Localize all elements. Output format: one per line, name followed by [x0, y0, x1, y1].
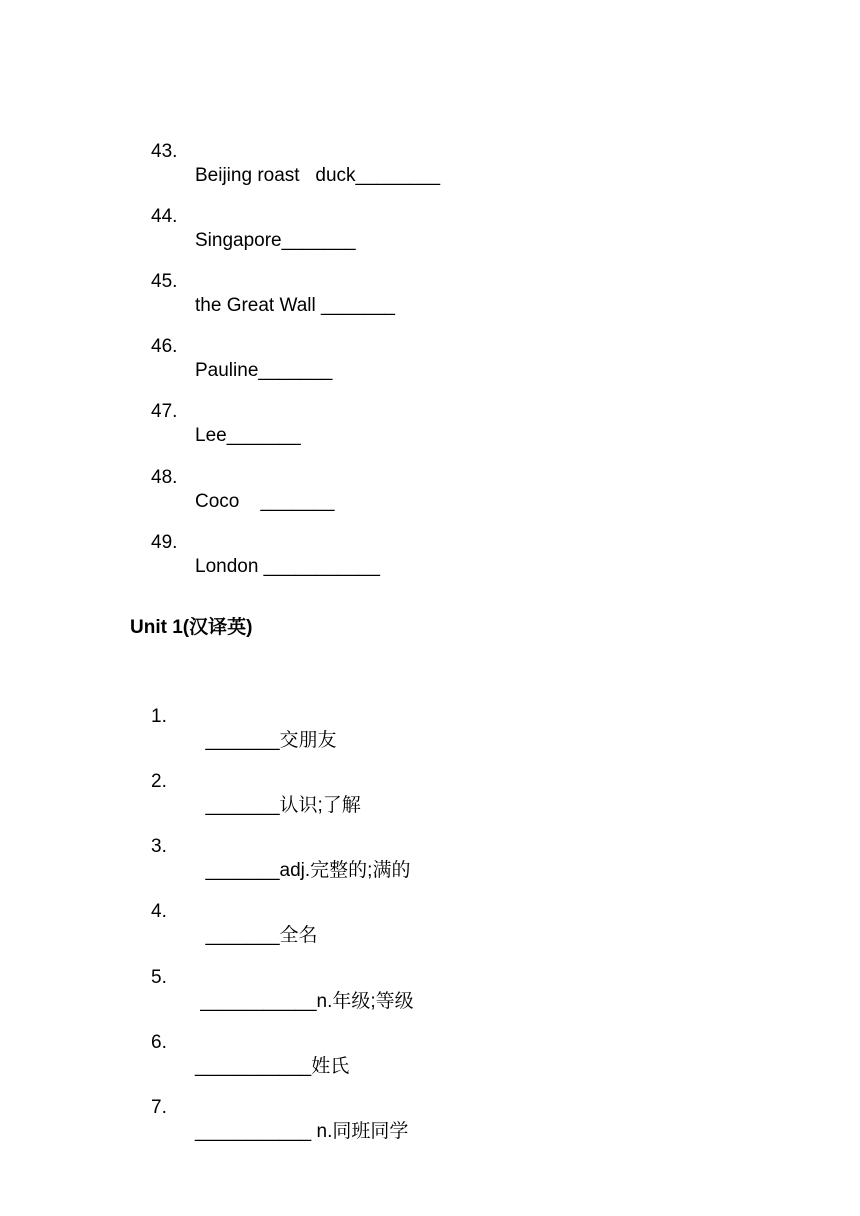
list-item — [0, 507, 380, 603]
item-number: 5. — [151, 967, 167, 988]
item-text: Beijing roast duck________ — [195, 165, 441, 186]
item-text: Pauline_______ — [195, 360, 333, 381]
item-number: 46. — [151, 336, 178, 357]
item-number: 43. — [151, 141, 178, 162]
list-item — [0, 1072, 409, 1168]
item-text: _______认识;了解 — [195, 795, 361, 816]
item-text: Lee_______ — [195, 425, 301, 446]
item-number: 6. — [151, 1032, 167, 1053]
section-heading: Unit 1(汉译英) — [130, 617, 253, 638]
item-number: 48. — [151, 467, 178, 488]
item-text: ___________姓氏 — [195, 1056, 350, 1077]
item-number: 3. — [151, 836, 167, 857]
item-text: _______全名 — [195, 925, 318, 946]
item-number: 2. — [151, 771, 167, 792]
item-text: ___________n.年级;等级 — [195, 991, 414, 1012]
item-number: 44. — [151, 206, 178, 227]
item-number: 47. — [151, 401, 178, 422]
item-text: _______adj.完整的;满的 — [195, 860, 411, 881]
item-number: 4. — [151, 901, 167, 922]
item-number: 45. — [151, 271, 178, 292]
item-text: _______交朋友 — [195, 730, 337, 751]
item-text: the Great Wall _______ — [195, 295, 395, 316]
item-number: 1. — [151, 706, 167, 727]
item-text: ___________ n.同班同学 — [195, 1121, 409, 1142]
item-text: Coco _______ — [195, 491, 335, 512]
item-number: 7. — [151, 1097, 167, 1118]
item-text: Singapore_______ — [195, 230, 356, 251]
item-text: London ___________ — [195, 556, 380, 577]
item-number: 49. — [151, 532, 178, 553]
